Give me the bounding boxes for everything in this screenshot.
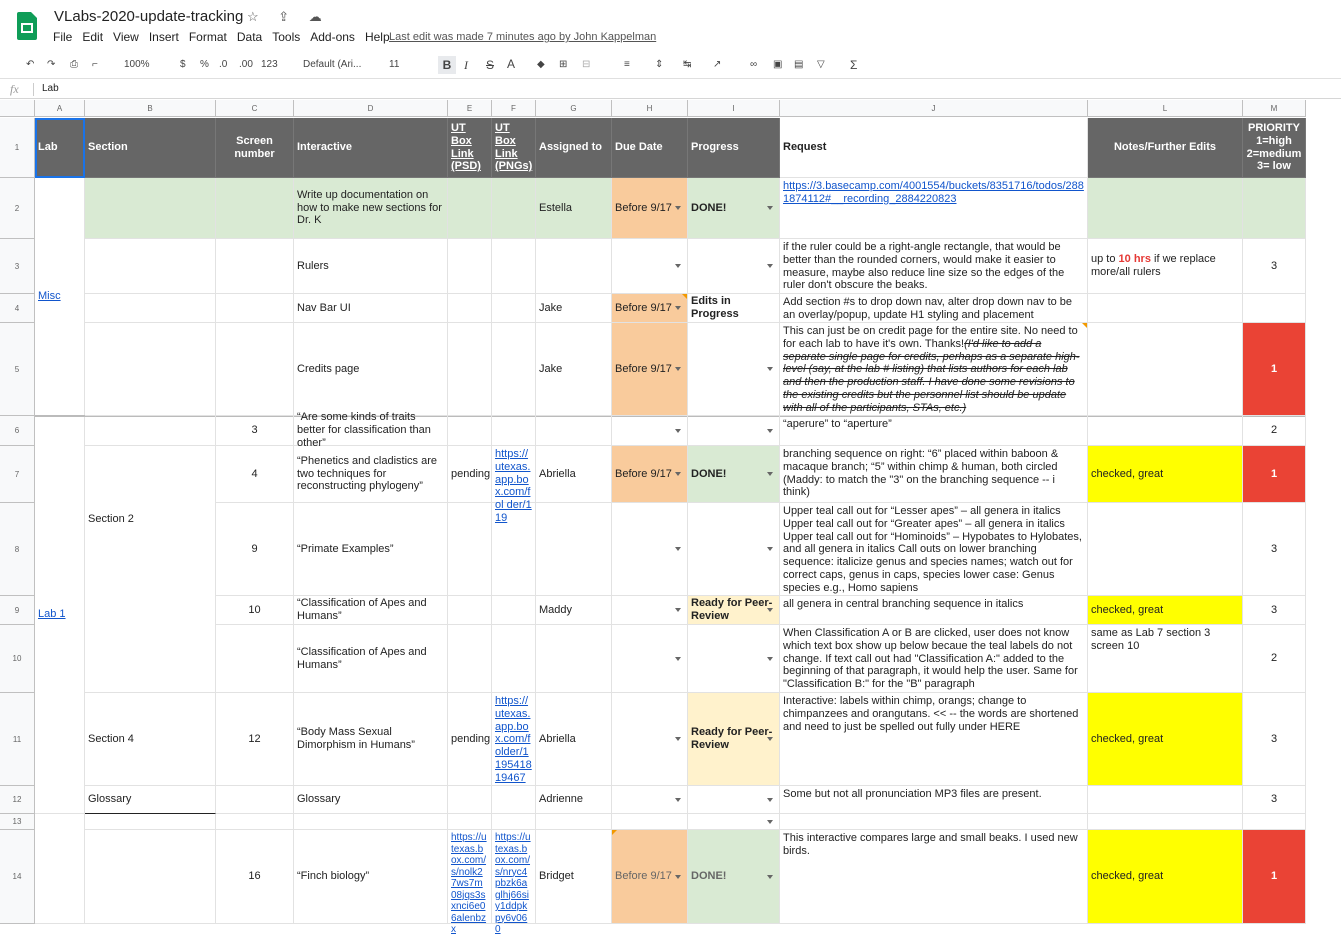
cell-d12[interactable]: Glossary [294, 786, 448, 814]
header-screen-number[interactable]: Screen number [216, 118, 294, 178]
row-header-2[interactable]: 2 [0, 178, 35, 239]
formula-separator [33, 83, 34, 96]
lab-1-link[interactable]: Lab 1 [35, 416, 85, 814]
due-date-dropdown-r9[interactable] [612, 596, 688, 625]
cell-g8[interactable] [536, 503, 612, 596]
cell-g10[interactable] [536, 625, 612, 693]
dropdown-arrow-icon[interactable] [767, 264, 773, 268]
progress-value: DONE! [691, 467, 727, 480]
progress-dropdown-r6[interactable] [688, 416, 780, 446]
cell-c2[interactable] [216, 178, 294, 239]
due-date-dropdown-r10[interactable] [612, 625, 688, 693]
text-rotate-icon[interactable]: ↗ [713, 59, 722, 70]
progress-dropdown-r7[interactable] [688, 446, 780, 503]
link-icon[interactable]: ∞ [750, 59, 758, 70]
cell-m10[interactable]: 2 [1243, 625, 1306, 693]
cell-c4[interactable] [216, 294, 294, 323]
row-header-8[interactable]: 8 [0, 503, 35, 596]
request-text: This can just be on credit page for the entire site. No need to for each lab to have it's own. Thanks! [783, 325, 1078, 350]
lab-cell-empty[interactable] [35, 814, 85, 924]
progress-value: DONE! [691, 201, 727, 214]
cell-c14[interactable]: 16 [216, 830, 294, 924]
comment-marker-icon[interactable] [612, 830, 617, 835]
cell-m5[interactable]: 1 [1243, 323, 1306, 416]
cell-e5[interactable] [448, 323, 492, 416]
fill-color-icon[interactable]: ◆ [537, 59, 545, 70]
valign-icon[interactable]: ⇕ [655, 59, 664, 70]
cell-h13[interactable] [612, 814, 688, 830]
cell-e13[interactable] [448, 814, 492, 830]
due-date-value: Before 9/17 [615, 362, 672, 375]
sheets-logo-icon[interactable] [17, 12, 37, 40]
due-date-dropdown-r6[interactable] [612, 416, 688, 446]
menu-file[interactable]: File [53, 30, 73, 44]
cell-c13[interactable] [216, 814, 294, 830]
menu-tools[interactable]: Tools [272, 30, 301, 44]
cell-l9[interactable]: checked, great [1088, 596, 1243, 625]
due-date-dropdown-r4[interactable] [612, 294, 688, 323]
cell-g7[interactable]: Abriella [536, 446, 612, 503]
cell-g13[interactable] [536, 814, 612, 830]
cell-m14[interactable]: 1 [1243, 830, 1306, 924]
cell-f13[interactable] [492, 814, 536, 830]
header-interactive[interactable]: Interactive [294, 118, 448, 178]
progress-dropdown-r14[interactable] [688, 830, 780, 924]
select-all-corner[interactable] [0, 100, 35, 117]
more-formats-select[interactable]: 123 [261, 59, 278, 70]
decrease-decimal-button[interactable]: .0 [219, 59, 228, 70]
dropdown-arrow-icon[interactable] [767, 367, 773, 371]
progress-value: Ready for Peer-Review [691, 597, 773, 622]
print-icon[interactable]: ⎙ [70, 59, 78, 70]
header-lab[interactable]: Lab [35, 118, 85, 178]
dropdown-arrow-icon[interactable] [767, 429, 773, 433]
last-edit-link[interactable]: Last edit was made 7 minutes ago by John Kappelman [389, 31, 657, 43]
cell-g4[interactable]: Jake [536, 294, 612, 323]
cell-b6[interactable] [85, 416, 216, 446]
cell-f12[interactable] [492, 786, 536, 814]
cell-c8[interactable]: 9 [216, 503, 294, 596]
paint-format-icon[interactable]: ⌐ [92, 59, 98, 70]
cell-d8[interactable]: “Primate Examples” [294, 503, 448, 596]
col-header-g[interactable]: G [536, 100, 612, 117]
cell-g14[interactable]: Bridget [536, 830, 612, 924]
dropdown-arrow-icon[interactable] [675, 875, 681, 879]
cell-m9[interactable]: 3 [1243, 596, 1306, 625]
header-ut-box-png[interactable]: UT Box Link (PNGs) [492, 118, 536, 178]
cell-l14[interactable]: checked, great [1088, 830, 1243, 924]
document-title[interactable]: VLabs-2020-update-tracking [54, 8, 244, 25]
notes-text-2: if we replace more/all rulers [1091, 253, 1216, 278]
cell-b4[interactable] [85, 294, 216, 323]
cell-b5[interactable] [85, 323, 216, 416]
progress-value: DONE! [691, 870, 727, 883]
cell-d10[interactable]: “Classification of Apes and Humans” [294, 625, 448, 693]
cell-m4[interactable] [1243, 294, 1306, 323]
dropdown-arrow-icon[interactable] [767, 547, 773, 551]
row-header-13[interactable]: 13 [0, 814, 35, 830]
due-date-dropdown-r14[interactable] [612, 830, 688, 924]
cell-d2[interactable]: Write up documentation on how to make new sections for Dr. K [294, 178, 448, 239]
cell-d9[interactable]: “Classification of Apes and Humans” [294, 596, 448, 625]
cell-g11[interactable]: Abriella [536, 693, 612, 786]
borders-icon[interactable]: ⊞ [559, 59, 568, 70]
cell-j14[interactable]: This interactive compares large and small beaks. I used new birds. [780, 830, 1088, 924]
functions-icon[interactable]: Σ [850, 58, 858, 72]
due-date-dropdown-r8[interactable] [612, 503, 688, 596]
comment-marker-icon[interactable] [682, 294, 687, 299]
cell-e7[interactable]: pending [448, 446, 492, 503]
section-2-cell[interactable]: Section 2 [85, 446, 216, 593]
dropdown-arrow-icon[interactable] [675, 264, 681, 268]
filter-icon[interactable]: ▽ [817, 59, 825, 70]
cell-e6[interactable] [448, 416, 492, 446]
progress-dropdown-r10[interactable] [688, 625, 780, 693]
row-header-14[interactable]: 14 [0, 830, 35, 924]
cell-d5[interactable]: Credits page [294, 323, 448, 416]
row-header-3[interactable]: 3 [0, 239, 35, 294]
toolbar [0, 53, 1341, 79]
dropdown-arrow-icon[interactable] [675, 798, 681, 802]
cell-c5[interactable] [216, 323, 294, 416]
cell-g9[interactable]: Maddy [536, 596, 612, 625]
chart-icon[interactable]: ▤ [794, 59, 804, 70]
cell-l2[interactable] [1088, 178, 1243, 239]
row-header-10[interactable]: 10 [0, 625, 35, 693]
col-header-b[interactable]: B [85, 100, 216, 117]
header-progress[interactable]: Progress [688, 118, 780, 178]
cell-g12[interactable]: Adrienne [536, 786, 612, 814]
cell-j13[interactable] [780, 814, 1088, 830]
progress-dropdown-r3[interactable] [688, 239, 780, 294]
cell-f2[interactable] [492, 178, 536, 239]
cell-c12[interactable] [216, 786, 294, 814]
align-left-icon[interactable]: ≡ [624, 59, 630, 70]
cell-m2[interactable] [1243, 178, 1306, 239]
cell-j2-link[interactable]: https://3.basecamp.com/4001554/buckets/8351716/todos/2881874112#__recording_2884220823 [780, 178, 1088, 239]
header-section[interactable]: Section [85, 118, 216, 178]
dropdown-arrow-icon[interactable] [767, 737, 773, 741]
cell-c6[interactable]: 3 [216, 416, 294, 446]
menu-insert[interactable]: Insert [148, 30, 179, 44]
header-notes[interactable]: Notes/Further Edits [1088, 118, 1243, 178]
dropdown-arrow-icon[interactable] [767, 608, 773, 612]
currency-button[interactable]: $ [180, 59, 186, 70]
cell-f9[interactable] [492, 596, 536, 625]
redo-icon[interactable]: ↷ [47, 59, 56, 70]
cell-e11[interactable]: pending [448, 693, 492, 786]
cell-g3[interactable] [536, 239, 612, 294]
cell-l12[interactable] [1088, 786, 1243, 814]
cell-g2[interactable]: Estella [536, 178, 612, 239]
cell-b13[interactable] [85, 814, 216, 830]
cell-j6[interactable]: “aperure” to “aperture” [780, 416, 1088, 446]
cell-m3[interactable]: 3 [1243, 239, 1306, 294]
cell-e8[interactable] [448, 503, 492, 596]
cell-f7-link[interactable]: https://utexas.app.box.com/fol der/119 [492, 446, 536, 503]
cell-f3[interactable] [492, 239, 536, 294]
cell-b2[interactable] [85, 178, 216, 239]
progress-dropdown-r12[interactable] [688, 786, 780, 814]
row-header-4[interactable]: 4 [0, 294, 35, 323]
cell-j12[interactable]: Some but not all pronunciation MP3 files are present. [780, 786, 1088, 814]
cell-j7[interactable]: branching sequence on right: “6” placed within baboon & macaque branch; “5” within chimp & human, both circled (Maddy: to match the "3" on the branching sequence -- i think) [780, 446, 1088, 503]
header-request[interactable]: Request [780, 118, 1088, 178]
row-header-11[interactable]: 11 [0, 693, 35, 786]
cell-e2[interactable] [448, 178, 492, 239]
col-header-d[interactable]: D [294, 100, 448, 117]
lab-misc-link[interactable]: Misc [35, 178, 85, 416]
menu-help[interactable]: Help [364, 30, 390, 44]
cell-c11[interactable]: 12 [216, 693, 294, 786]
cell-l6[interactable] [1088, 416, 1243, 446]
header-assigned-to[interactable]: Assigned to [536, 118, 612, 178]
dropdown-arrow-icon[interactable] [675, 547, 681, 551]
notes-text: up to [1091, 253, 1119, 265]
cell-c3[interactable] [216, 239, 294, 294]
header-due-date[interactable]: Due Date [612, 118, 688, 178]
progress-value: Edits in Progress [691, 295, 739, 320]
menu-view[interactable]: View [113, 30, 139, 44]
cell-m13[interactable] [1243, 814, 1306, 830]
col-header-f[interactable]: F [492, 100, 536, 117]
row-header-6[interactable]: 6 [0, 416, 35, 446]
dropdown-arrow-icon[interactable] [675, 608, 681, 612]
bold-button[interactable]: B [438, 56, 456, 74]
dropdown-arrow-icon[interactable] [767, 820, 773, 824]
fx-icon: fx [10, 82, 19, 96]
notes-hours: 10 hrs [1118, 253, 1151, 265]
cell-f11-link[interactable]: https://utexas.app.box.com/folder/119541819467 [492, 693, 536, 786]
cell-e9[interactable] [448, 596, 492, 625]
row-header-12[interactable]: 12 [0, 786, 35, 814]
menu-format[interactable]: Format [188, 30, 227, 44]
comment-icon[interactable]: ▣ [773, 59, 783, 70]
text-color-button[interactable]: A [507, 57, 516, 71]
section-4-cell[interactable]: Section 4 [85, 693, 216, 786]
cell-f10[interactable] [492, 625, 536, 693]
cell-c7[interactable]: 4 [216, 446, 294, 503]
progress-dropdown-r9[interactable] [688, 596, 780, 625]
menu-data[interactable]: Data [236, 30, 263, 44]
due-date-value: Before 9/17 [615, 201, 672, 214]
cell-l8[interactable] [1088, 503, 1243, 596]
merge-cells-icon[interactable]: ⊟ [582, 59, 591, 70]
cell-e4[interactable] [448, 294, 492, 323]
strikethrough-button[interactable]: S [486, 58, 495, 72]
cell-f14-link[interactable]: https://utexas.box.com/s/nryc4pbzk6aglhj66siy1ddpkpy6v060 [492, 830, 536, 924]
cell-m6[interactable]: 2 [1243, 416, 1306, 446]
cell-d3[interactable]: Rulers [294, 239, 448, 294]
progress-dropdown-r4[interactable] [688, 294, 780, 323]
cell-m7[interactable]: 1 [1243, 446, 1306, 503]
cell-j9[interactable]: all genera in central branching sequence in italics [780, 596, 1088, 625]
comment-marker-icon[interactable] [1082, 323, 1087, 328]
progress-dropdown-r5[interactable] [688, 323, 780, 416]
due-date-dropdown-r11[interactable] [612, 693, 688, 786]
star-move-cloud-icons[interactable]: ☆ ⇪ ☁ [247, 9, 330, 24]
cell-l11[interactable]: checked, great [1088, 693, 1243, 786]
cell-j8[interactable]: Upper teal call out for “Lesser apes” – all genera in italics Upper teal call out for “Greater apes” – all genera in italics Upper teal call out for “Hominoids” – Hypobates to Hylobates, and all genera in italics Call outs on lower branching sequence: italicize genus and species names; watch out for correct caps, genus in caps, species lower case: Genus species e.g., Homo sapiens [780, 503, 1088, 596]
progress-dropdown-r11[interactable] [688, 693, 780, 786]
cell-d13[interactable] [294, 814, 448, 830]
cell-m12[interactable]: 3 [1243, 786, 1306, 814]
font-size-select[interactable]: 11 [389, 59, 400, 70]
dropdown-arrow-icon[interactable] [675, 737, 681, 741]
text-wrap-icon[interactable]: ↹ [683, 59, 692, 70]
percent-button[interactable]: % [200, 59, 209, 70]
cell-j4[interactable]: Add section #s to drop down nav, alter drop down nav to be an overlay/popup, update H1 styling and placement [780, 294, 1088, 323]
col-header-a[interactable]: A [35, 100, 85, 117]
menu-edit[interactable]: Edit [82, 30, 104, 44]
cell-f4[interactable] [492, 294, 536, 323]
cell-d11[interactable]: “Body Mass Sexual Dimorphism in Humans” [294, 693, 448, 786]
progress-dropdown-r2[interactable] [688, 178, 780, 239]
cell-l3[interactable] [1088, 239, 1243, 294]
cell-m11[interactable]: 3 [1243, 693, 1306, 786]
increase-decimal-button[interactable]: .00 [239, 59, 253, 70]
cell-e10[interactable] [448, 625, 492, 693]
cell-g6[interactable] [536, 416, 612, 446]
row-header-1[interactable]: 1 [0, 118, 35, 178]
col-header-i[interactable]: I [688, 100, 780, 117]
cell-e3[interactable] [448, 239, 492, 294]
header-ut-box-psd[interactable]: UT Box Link (PSD) [448, 118, 492, 178]
due-date-dropdown-r3[interactable] [612, 239, 688, 294]
cell-d4[interactable]: Nav Bar UI [294, 294, 448, 323]
cell-l5[interactable] [1088, 323, 1243, 416]
italic-button[interactable]: I [464, 58, 468, 72]
menu-addons[interactable]: Add-ons [310, 30, 355, 44]
header-priority[interactable]: PRIORITY 1=high 2=medium 3= low [1243, 118, 1306, 178]
progress-value: Ready for Peer-Review [691, 726, 773, 751]
due-date-dropdown-r2[interactable] [612, 178, 688, 239]
dropdown-arrow-icon[interactable] [767, 657, 773, 661]
cell-b14[interactable] [85, 830, 216, 924]
cell-j3[interactable]: if the ruler could be a right-angle rectangle, that would be better than the rounded corners, would make it easier to measure, maybe also reduce line size so the edges of the ruler don't obscure the beaks. [780, 239, 1088, 294]
cell-b9-b10[interactable] [85, 593, 216, 693]
dropdown-arrow-icon[interactable] [767, 472, 773, 476]
cell-l7[interactable]: checked, great [1088, 446, 1243, 503]
cell-l4[interactable] [1088, 294, 1243, 323]
dropdown-arrow-icon[interactable] [675, 306, 681, 310]
cell-j10[interactable]: When Classification A or B are clicked, user does not know which text box show up below becaue the teal labels do not change. If text call out had "Classification A:" added to the beginning of that paragraph, it would help the user. Same for "Classification B:" for the "B" paragraph [780, 625, 1088, 693]
formula-bar [0, 80, 1341, 99]
cell-c9[interactable]: 10 [216, 596, 294, 625]
dropdown-arrow-icon[interactable] [767, 206, 773, 210]
cell-b3[interactable] [85, 239, 216, 294]
cell-d7[interactable]: “Phenetics and cladistics are two techniques for reconstructing phylogeny” [294, 446, 448, 503]
progress-dropdown-r13[interactable] [688, 814, 780, 830]
row-header-5[interactable]: 5 [0, 323, 35, 416]
request-struck-text: (I'd like to add a separate single page for credits, perhaps as a separate high-level (say, at the lab # listing) that lists authors for each lab and then the production staff. I have done some revisions to the existing credits but the personnel list should be update with all of the participants, STAs, etc.) [783, 337, 1080, 414]
col-header-j[interactable]: J [780, 100, 1088, 117]
dropdown-arrow-icon[interactable] [675, 367, 681, 371]
col-header-e[interactable]: E [448, 100, 492, 117]
cell-e12[interactable] [448, 786, 492, 814]
font-select[interactable]: Default (Ari... [303, 59, 362, 70]
zoom-select[interactable]: 100% [124, 59, 150, 70]
dropdown-arrow-icon[interactable] [675, 206, 681, 210]
due-date-dropdown-r12[interactable] [612, 786, 688, 814]
col-header-h[interactable]: H [612, 100, 688, 117]
cell-f5[interactable] [492, 323, 536, 416]
dropdown-arrow-icon[interactable] [767, 798, 773, 802]
cell-m8[interactable]: 3 [1243, 503, 1306, 596]
due-date-value: Before 9/17 [615, 870, 672, 883]
progress-dropdown-r8[interactable] [688, 503, 780, 596]
cell-g5[interactable]: Jake [536, 323, 612, 416]
title-bar [0, 0, 1341, 50]
dropdown-arrow-icon[interactable] [767, 875, 773, 879]
cell-d14[interactable]: “Finch biology” [294, 830, 448, 924]
cell-l10[interactable]: same as Lab 7 section 3 screen 10 [1088, 625, 1243, 693]
due-date-value: Before 9/17 [615, 467, 672, 480]
col-header-m[interactable]: M [1243, 100, 1306, 117]
undo-icon[interactable]: ↶ [26, 59, 35, 70]
due-date-value: Before 9/17 [615, 301, 672, 314]
dropdown-arrow-icon[interactable] [675, 472, 681, 476]
due-date-dropdown-r5[interactable] [612, 323, 688, 416]
cell-l13[interactable] [1088, 814, 1243, 830]
cell-f8[interactable] [492, 503, 536, 596]
col-header-l[interactable]: L [1088, 100, 1243, 117]
due-date-dropdown-r7[interactable] [612, 446, 688, 503]
cell-e14-link[interactable]: https://utexas.box.com/s/nolk27ws7m08jqs3sxnci6e06alenbzx [448, 830, 492, 924]
glossary-section-cell[interactable]: Glossary [85, 786, 216, 814]
cell-j5[interactable] [780, 323, 1088, 416]
menu-bar [53, 30, 400, 44]
cell-c10[interactable] [216, 625, 294, 693]
dropdown-arrow-icon[interactable] [675, 657, 681, 661]
cell-j11[interactable]: Interactive: labels within chimp, orangs; change to chimpanzees and orangutans. << -- the words are shortened and need to just be spelled out fully under HERE [780, 693, 1088, 786]
row-header-7[interactable]: 7 [0, 446, 35, 503]
cell-f6[interactable] [492, 416, 536, 446]
col-header-c[interactable]: C [216, 100, 294, 117]
row-header-9[interactable]: 9 [0, 596, 35, 625]
formula-input[interactable]: Lab [42, 83, 59, 94]
cell-d6[interactable]: “Are some kinds of traits better for classification than other” [294, 416, 448, 446]
dropdown-arrow-icon[interactable] [675, 429, 681, 433]
